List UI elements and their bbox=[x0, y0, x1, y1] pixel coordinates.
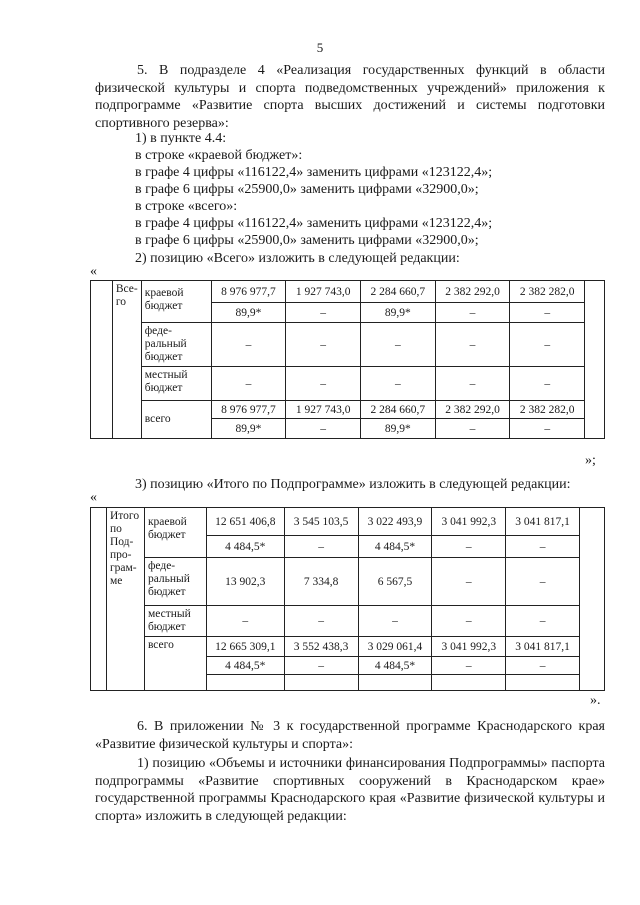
graph4-line: в графе 4 цифры «116122,4» заменить цифрами «123122,4»; bbox=[135, 165, 493, 180]
mestny-label: местный бюджет bbox=[144, 606, 206, 637]
table-cell: 89,9* bbox=[360, 303, 435, 323]
table-cell: – bbox=[506, 536, 580, 558]
table-cell: – bbox=[286, 419, 361, 439]
close-quote-1: »; bbox=[585, 453, 596, 468]
table-cell: – bbox=[432, 606, 506, 637]
table-cell: – bbox=[435, 323, 510, 367]
table-cell: – bbox=[435, 367, 510, 401]
table-cell: 89,9* bbox=[211, 419, 286, 439]
table-cell: – bbox=[510, 419, 585, 439]
table-cell: 8 976 977,7 bbox=[211, 401, 286, 419]
table-cell: 89,9* bbox=[211, 303, 286, 323]
table-cell: 12 665 309,1 bbox=[206, 637, 284, 657]
item-2-line: 2) позицию «Всего» изложить в следующей редакции: bbox=[135, 251, 460, 266]
graph6-line-2: в графе 6 цифры «25900,0» заменить цифрами «32900,0»; bbox=[135, 233, 479, 248]
table-blank-col-right bbox=[580, 508, 605, 691]
section6-intro: 6. В приложении № 3 к государственной программе Краснодарского края «Развитие физической культуры и спорта»: bbox=[95, 719, 605, 752]
mestny-label: местный бюджет bbox=[141, 367, 211, 401]
table-blank-col-right bbox=[585, 281, 605, 439]
table-cell: 3 041 992,3 bbox=[432, 637, 506, 657]
table-cell-empty bbox=[284, 675, 358, 691]
table-cell: – bbox=[284, 606, 358, 637]
page-number: 5 bbox=[316, 40, 324, 55]
table-cell: 3 029 061,4 bbox=[358, 637, 432, 657]
table-cell: – bbox=[211, 323, 286, 367]
table-cell: – bbox=[286, 323, 361, 367]
table-cell: – bbox=[510, 367, 585, 401]
table-cell: – bbox=[358, 606, 432, 637]
table-cell-empty bbox=[432, 675, 506, 691]
table-cell: 6 567,5 bbox=[358, 558, 432, 606]
open-quote-1: « bbox=[90, 264, 97, 279]
table-blank-col bbox=[91, 508, 107, 691]
table-cell: 2 382 292,0 bbox=[435, 281, 510, 303]
table-cell: 2 284 660,7 bbox=[360, 401, 435, 419]
table-cell: 4 484,5* bbox=[206, 657, 284, 675]
table-cell: 4 484,5* bbox=[206, 536, 284, 558]
table-cell: 4 484,5* bbox=[358, 536, 432, 558]
table-cell: – bbox=[284, 536, 358, 558]
table-cell-empty bbox=[206, 675, 284, 691]
table-cell: 2 284 660,7 bbox=[360, 281, 435, 303]
table-cell: 3 545 103,5 bbox=[284, 508, 358, 536]
table-cell: – bbox=[432, 657, 506, 675]
table-cell-empty bbox=[506, 675, 580, 691]
table-cell: – bbox=[506, 558, 580, 606]
table-cell: – bbox=[432, 558, 506, 606]
position-label: Все- го bbox=[112, 281, 141, 439]
vsego-row-line: в строке «всего»: bbox=[135, 199, 238, 214]
table-cell: 7 334,8 bbox=[284, 558, 358, 606]
section5-intro: 5. В подразделе 4 «Реализация государственных функций в области физической культуры и спорта подведомственных учреждений» приложения к подпрограмме «Развитие спорта высших достижений и системы подготовки спортивного резерва»: bbox=[95, 63, 605, 131]
table-cell: 2 382 282,0 bbox=[510, 401, 585, 419]
item-1-line: 1) в пункте 4.4: bbox=[135, 131, 227, 146]
table-cell: – bbox=[432, 536, 506, 558]
federal-label: феде- ральный бюджет bbox=[144, 558, 206, 606]
table-cell: – bbox=[286, 303, 361, 323]
open-quote-2: « bbox=[90, 490, 97, 505]
table-cell: 8 976 977,7 bbox=[211, 281, 286, 303]
table-cell: – bbox=[435, 303, 510, 323]
table-cell: 2 382 292,0 bbox=[435, 401, 510, 419]
table-cell: – bbox=[360, 367, 435, 401]
table-cell: 2 382 282,0 bbox=[510, 281, 585, 303]
kraevoy-row-line: в строке «краевой бюджет»: bbox=[135, 148, 303, 163]
vsego-label: всего bbox=[141, 401, 211, 439]
table-cell: – bbox=[510, 323, 585, 367]
table-itogo bbox=[90, 507, 605, 691]
table-blank-col bbox=[91, 281, 113, 439]
table-cell: 13 902,3 bbox=[206, 558, 284, 606]
graph4-line-2: в графе 4 цифры «116122,4» заменить цифрами «123122,4»; bbox=[135, 216, 493, 231]
table-vsego bbox=[90, 280, 605, 439]
table-cell: 3 552 438,3 bbox=[284, 637, 358, 657]
table-cell: – bbox=[506, 657, 580, 675]
table-cell: – bbox=[284, 657, 358, 675]
table-cell: – bbox=[360, 323, 435, 367]
table-cell: 1 927 743,0 bbox=[286, 281, 361, 303]
table-cell: – bbox=[211, 367, 286, 401]
item-3-line: 3) позицию «Итого по Подпрограмме» изложить в следующей редакции: bbox=[135, 477, 571, 492]
close-quote-2: ». bbox=[590, 693, 601, 708]
graph6-line: в графе 6 цифры «25900,0» заменить цифрами «32900,0»; bbox=[135, 182, 479, 197]
table-cell: 3 022 493,9 bbox=[358, 508, 432, 536]
table-cell: – bbox=[510, 303, 585, 323]
vsego-label: всего bbox=[144, 637, 206, 691]
table-cell: 3 041 992,3 bbox=[432, 508, 506, 536]
table-cell: – bbox=[206, 606, 284, 637]
federal-label: феде- ральный бюджет bbox=[141, 323, 211, 367]
table-cell: – bbox=[435, 419, 510, 439]
table-cell: 1 927 743,0 bbox=[286, 401, 361, 419]
kraevoy-label: краевой бюджет bbox=[144, 508, 206, 558]
section6-item1: 1) позицию «Объемы и источники финансирования Подпрограммы» паспорта подпрограммы «Развитие спортивных сооружений в Краснодарском крае» государственной программы Краснодарского края «Развитие физической культуры и спорта» изложить в следующей редакции: bbox=[95, 756, 605, 824]
table-cell-empty bbox=[358, 675, 432, 691]
table-cell: 12 651 406,8 bbox=[206, 508, 284, 536]
table-cell: – bbox=[506, 606, 580, 637]
table-cell: 89,9* bbox=[360, 419, 435, 439]
position-label: Итого по Под- про- грам- ме bbox=[106, 508, 144, 691]
table-cell: 4 484,5* bbox=[358, 657, 432, 675]
kraevoy-label: краевой бюджет bbox=[141, 281, 211, 323]
table-cell: – bbox=[286, 367, 361, 401]
table-cell: 3 041 817,1 bbox=[506, 508, 580, 536]
table-cell: 3 041 817,1 bbox=[506, 637, 580, 657]
